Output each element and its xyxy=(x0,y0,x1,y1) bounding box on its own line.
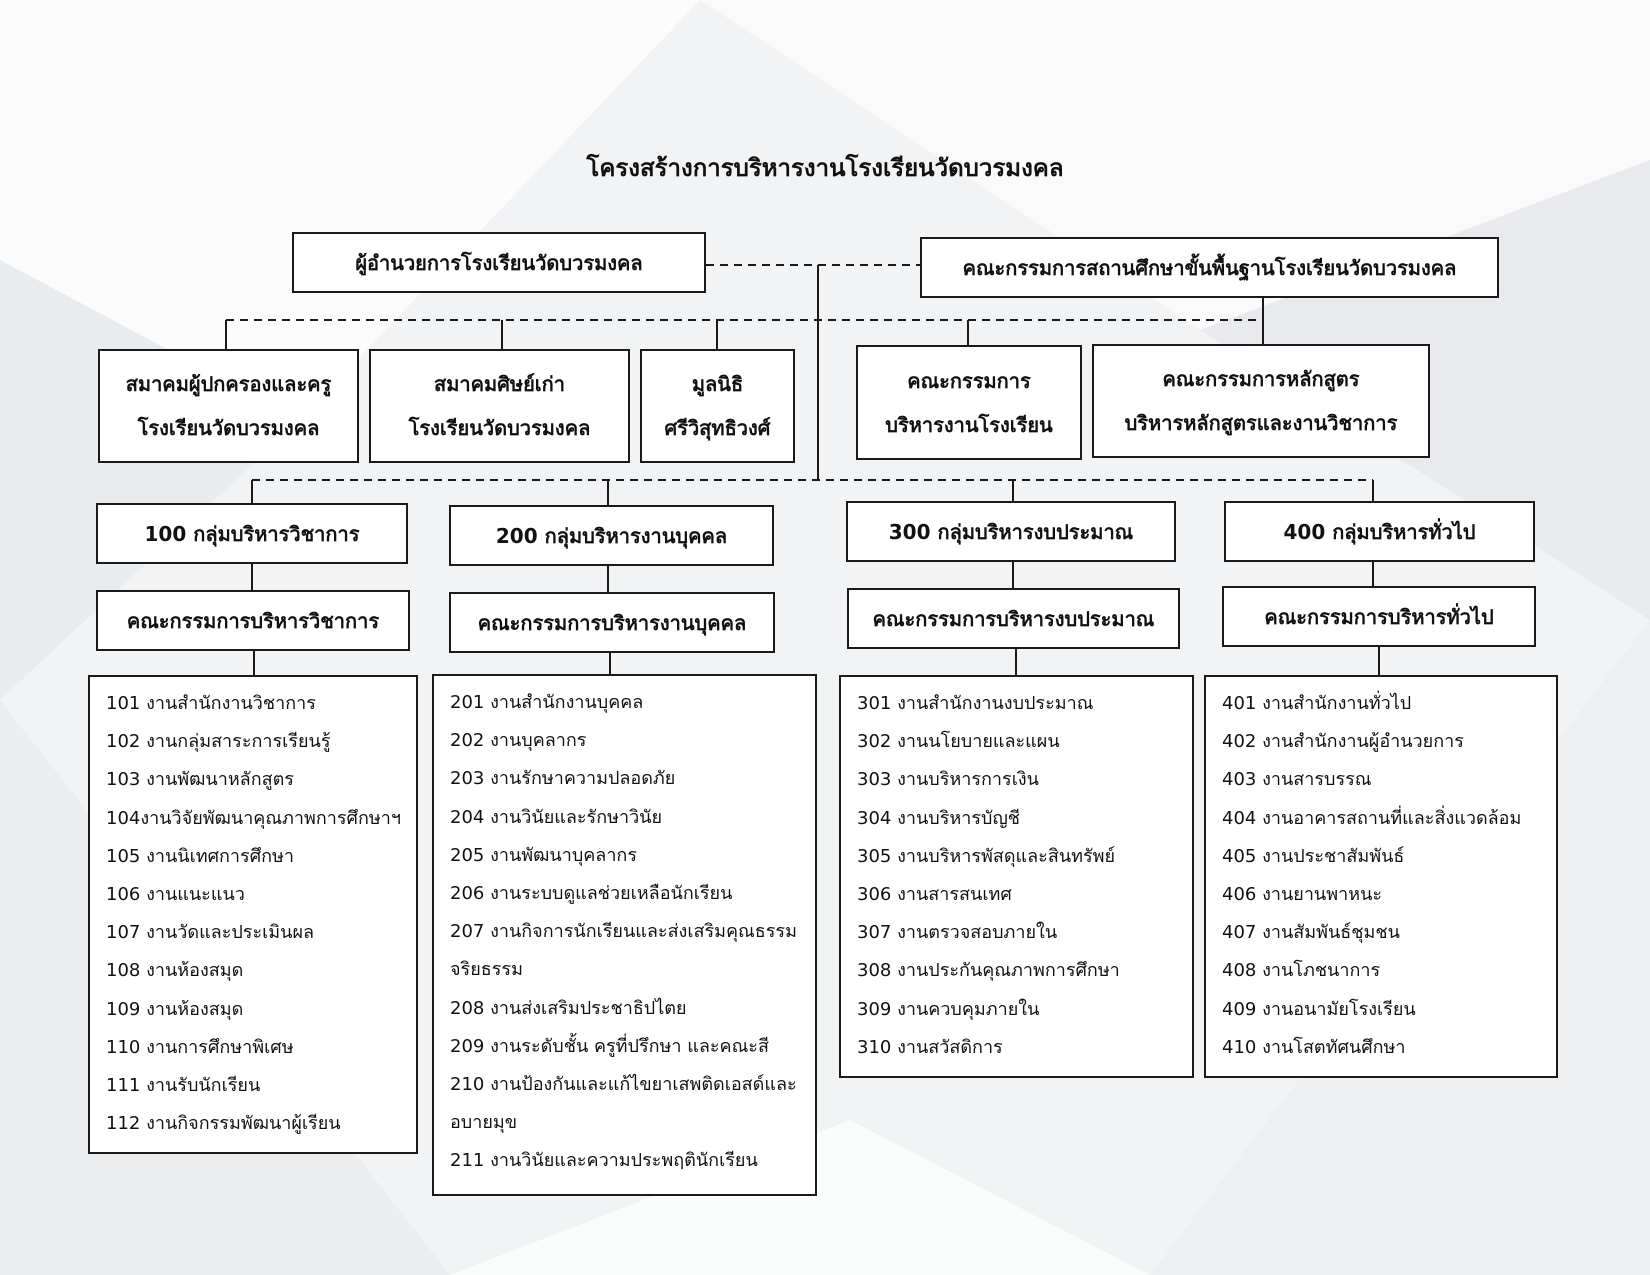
director-label: ผู้อำนวยการโรงเรียนวัดบวรมงคล xyxy=(355,250,643,275)
list-item: 309 งานควบคุมภายใน xyxy=(857,998,1040,1020)
list-item: 401 งานสำนักงานทั่วไป xyxy=(1222,693,1412,714)
support-unit-alumni: สมาคมศิษย์เก่า โรงเรียนวัดบวรมงคล xyxy=(369,349,630,463)
group-200-box: 200 กลุ่มบริหารงานบุคคล xyxy=(449,505,774,566)
list-item: จริยธรรม xyxy=(450,959,523,981)
list-item: 108 งานห้องสมุด xyxy=(106,960,244,982)
group-300-task-list xyxy=(839,675,1194,1078)
list-item: 202 งานบุคลากร xyxy=(450,730,587,752)
support-unit-foundation: มูลนิธิ ศรีวิสุทธิวงศ์ xyxy=(640,349,795,463)
list-item: อบายมุข xyxy=(450,1112,518,1134)
list-item: 302 งานนโยบายและแผน xyxy=(857,731,1060,753)
list-item: 207 งานกิจการนักเรียนและส่งเสริมคุณธรรม xyxy=(450,921,797,943)
group-200-committee: คณะกรรมการบริหารงานบุคคล xyxy=(449,592,775,653)
support-unit-school-committee: คณะกรรมการ บริหารงานโรงเรียน xyxy=(856,345,1082,460)
list-item: 110 งานการศึกษาพิเศษ xyxy=(106,1036,294,1058)
list-item: 102 งานกลุ่มสาระการเรียนรู้ xyxy=(106,731,331,753)
list-item: 109 งานห้องสมุด xyxy=(106,998,244,1020)
school-board-label: คณะกรรมการสถานศึกษาขั้นพื้นฐานโรงเรียนวัดบวรมงคล xyxy=(962,255,1457,280)
group-100-box: 100 กลุ่มบริหารวิชาการ xyxy=(96,503,408,564)
group-100-committee: คณะกรรมการบริหารวิชาการ xyxy=(96,590,410,651)
list-item: 304 งานบริหารบัญชี xyxy=(857,807,1020,829)
group-100-task-list xyxy=(88,675,418,1154)
list-item: 208 งานส่งเสริมประชาธิปไตย xyxy=(450,997,687,1019)
support-unit-curriculum-committee: คณะกรรมการหลักสูตร บริหารหลักสูตรและงานวิชาการ xyxy=(1092,344,1430,458)
list-item: 210 งานป้องกันและแก้ไขยาเสพติดเอสด์และ xyxy=(450,1074,797,1096)
list-item: 407 งานสัมพันธ์ชุมชน xyxy=(1222,922,1400,944)
list-item: 211 งานวินัยและความประพฤตินักเรียน xyxy=(450,1150,758,1172)
list-item: 410 งานโสตทัศนศึกษา xyxy=(1222,1036,1406,1058)
list-item: 409 งานอนามัยโรงเรียน xyxy=(1222,998,1416,1020)
list-item: 205 งานพัฒนาบุคลากร xyxy=(450,844,637,866)
list-item: 103 งานพัฒนาหลักสูตร xyxy=(106,769,294,791)
group-200-task-list xyxy=(432,674,817,1196)
list-item: 209 งานระดับชั้น ครูที่ปรึกษา และคณะสี xyxy=(450,1035,769,1057)
list-item: 107 งานวัดและประเมินผล xyxy=(106,922,315,944)
list-item: 307 งานตรวจสอบภายใน xyxy=(857,922,1058,944)
school-board-box xyxy=(920,237,1499,298)
list-item: 305 งานบริหารพัสดุและสินทรัพย์ xyxy=(857,845,1116,867)
list-item: 301 งานสำนักงานงบประมาณ xyxy=(857,693,1094,714)
group-400-box: 400 กลุ่มบริหารทั่วไป xyxy=(1224,501,1535,562)
list-item: 303 งานบริหารการเงิน xyxy=(857,769,1039,791)
page-title: โครงสร้างการบริหารงานโรงเรียนวัดบวรมงคล xyxy=(586,154,1064,182)
list-item: 306 งานสารสนเทศ xyxy=(857,884,1012,906)
list-item: 104งานวิจัยพัฒนาคุณภาพการศึกษาฯ xyxy=(106,807,401,829)
list-item: 402 งานสำนักงานผู้อำนวยการ xyxy=(1222,731,1464,753)
list-item: 111 งานรับนักเรียน xyxy=(106,1075,261,1097)
list-item: 406 งานยานพาหนะ xyxy=(1222,884,1383,906)
group-400-task-list xyxy=(1204,675,1558,1078)
list-item: 101 งานสำนักงานวิชาการ xyxy=(106,693,316,714)
list-item: 308 งานประกันคุณภาพการศึกษา xyxy=(857,960,1120,982)
list-item: 310 งานสวัสดิการ xyxy=(857,1036,1003,1058)
list-item: 203 งานรักษาความปลอดภัย xyxy=(450,768,676,790)
list-item: 201 งานสำนักงานบุคคล xyxy=(450,692,644,713)
group-300-box: 300 กลุ่มบริหารงบประมาณ xyxy=(846,501,1176,562)
list-item: 112 งานกิจกรรมพัฒนาผู้เรียน xyxy=(106,1113,341,1135)
support-unit-parents-teachers: สมาคมผู้ปกครองและครู โรงเรียนวัดบวรมงคล xyxy=(98,349,359,463)
list-item: 105 งานนิเทศการศึกษา xyxy=(106,845,294,867)
group-400-committee: คณะกรรมการบริหารทั่วไป xyxy=(1222,586,1536,647)
list-item: 106 งานแนะแนว xyxy=(106,884,245,906)
group-300-committee: คณะกรรมการบริหารงบประมาณ xyxy=(847,588,1180,649)
list-item: 206 งานระบบดูแลช่วยเหลือนักเรียน xyxy=(450,883,733,905)
director-box xyxy=(292,232,706,293)
list-item: 404 งานอาคารสถานที่และสิ่งแวดล้อม xyxy=(1222,807,1522,829)
list-item: 204 งานวินัยและรักษาวินัย xyxy=(450,806,663,828)
list-item: 408 งานโภชนาการ xyxy=(1222,960,1381,982)
list-item: 403 งานสารบรรณ xyxy=(1222,769,1372,791)
list-item: 405 งานประชาสัมพันธ์ xyxy=(1222,845,1405,867)
